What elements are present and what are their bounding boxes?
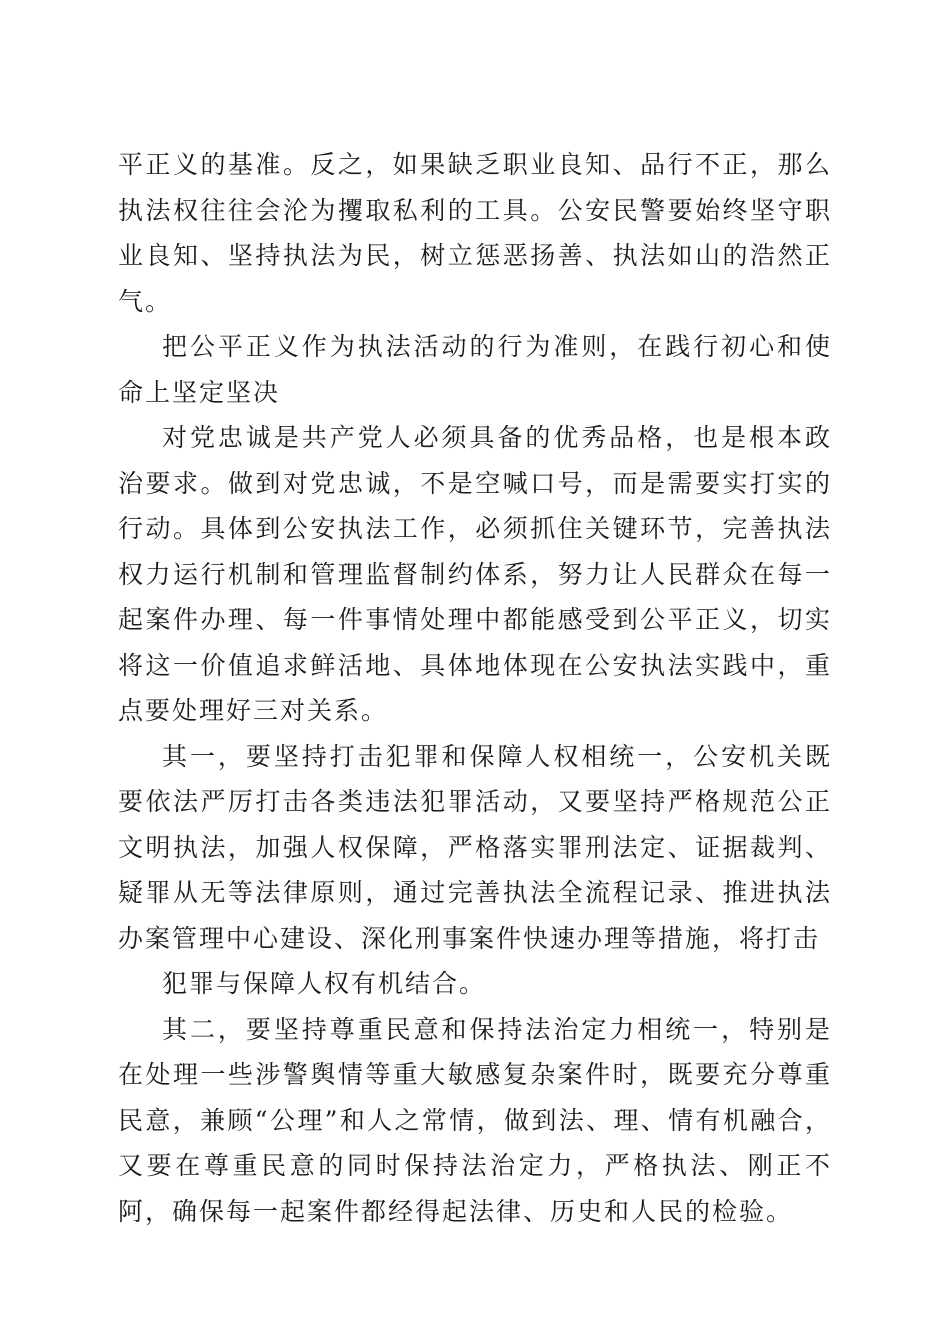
paragraph-point-one: 其一，要坚持打击犯罪和保障人权相统一，公安机关既要依法严厉打击各类违法犯罪活动，又要坚持严格规范公正文明执法，加强人权保障，严格落实罪刑法定、证据裁判、疑罪从无等法律原则，通过完善执法全流程记录、推进执法办案管理中心建设、深化刑事案件快速办理等措施，将打击 [118,741,832,953]
paragraph-loyalty: 对党忠诚是共产党人必须具备的优秀品格，也是根本政治要求。做到对党忠诚，不是空喊口号，而是需要实打实的行动。具体到公安执法工作，必须抓住关键环节，完善执法权力运行机制和管理监督制约体系，努力让人民群众在每一起案件办理、每一件事情处理中都能感受到公平正义，切实将这一价值追求鲜活地、具体地体现在公安执法实践中，重点要处理好三对关系。 [118,423,832,725]
paragraph-point-one-tail: 犯罪与保障人权有机结合。 [162,969,487,998]
section-heading: 把公平正义作为执法活动的行为准则，在践行初心和使命上坚定坚决 [118,332,832,407]
paragraph-continuation: 平正义的基准。反之，如果缺乏职业良知、品行不正，那么执法权往往会沦为攫取私利的工具。公安民警要始终坚守职业良知、坚持执法为民，树立惩恶扬善、执法如山的浩然正气。 [118,150,832,316]
document-body [118,142,832,1234]
paragraph-point-two: 其二，要坚持尊重民意和保持法治定力相统一，特别是在处理一些涉警舆情等重大敏感复杂案件时，既要充分尊重民意，兼顾“公理”和人之常情，做到法、理、情有机融合，又要在尊重民意的同时保持法治定力，严格执法、刚正不阿，确保每一起案件都经得起法律、历史和人民的检验。 [118,1014,832,1226]
